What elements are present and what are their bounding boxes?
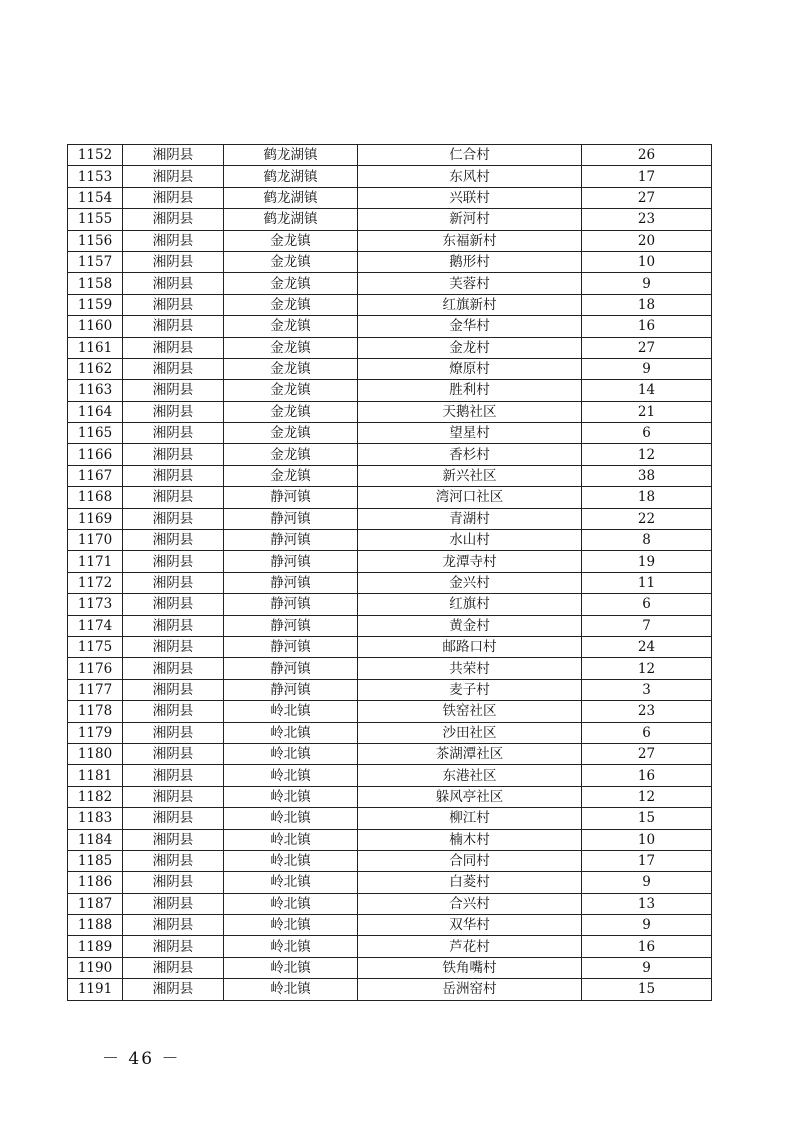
town-cell: 岭北镇	[224, 915, 358, 936]
county-cell: 湘阴县	[123, 294, 224, 315]
count-cell: 9	[582, 915, 712, 936]
county-cell: 湘阴县	[123, 316, 224, 337]
count-cell: 12	[582, 786, 712, 807]
row-number-cell: 1163	[68, 380, 123, 401]
row-number-cell: 1191	[68, 979, 123, 1000]
town-cell: 岭北镇	[224, 829, 358, 850]
town-cell: 静河镇	[224, 658, 358, 679]
village-cell: 燎原村	[358, 358, 582, 379]
county-cell: 湘阴县	[123, 273, 224, 294]
table-row	[68, 829, 712, 850]
table-row	[68, 145, 712, 166]
village-cell: 金兴村	[358, 572, 582, 593]
county-cell: 湘阴县	[123, 187, 224, 208]
town-cell: 岭北镇	[224, 743, 358, 764]
row-number-cell: 1187	[68, 893, 123, 914]
count-cell: 9	[582, 273, 712, 294]
county-cell: 湘阴县	[123, 829, 224, 850]
count-cell: 27	[582, 187, 712, 208]
row-number-cell: 1178	[68, 701, 123, 722]
table-row	[68, 316, 712, 337]
village-cell: 红旗村	[358, 594, 582, 615]
row-number-cell: 1157	[68, 251, 123, 272]
table-body	[68, 145, 712, 1001]
town-cell: 岭北镇	[224, 701, 358, 722]
count-cell: 9	[582, 872, 712, 893]
row-number-cell: 1190	[68, 957, 123, 978]
town-cell: 金龙镇	[224, 423, 358, 444]
town-cell: 岭北镇	[224, 893, 358, 914]
count-cell: 27	[582, 337, 712, 358]
village-cell: 水山村	[358, 530, 582, 551]
count-cell: 22	[582, 508, 712, 529]
town-cell: 静河镇	[224, 615, 358, 636]
village-cell: 躲风亭社区	[358, 786, 582, 807]
village-cell: 湾河口社区	[358, 487, 582, 508]
row-number-cell: 1181	[68, 765, 123, 786]
count-cell: 7	[582, 615, 712, 636]
village-cell: 黄金村	[358, 615, 582, 636]
count-cell: 17	[582, 166, 712, 187]
table-row	[68, 294, 712, 315]
count-cell: 27	[582, 743, 712, 764]
row-number-cell: 1182	[68, 786, 123, 807]
town-cell: 静河镇	[224, 551, 358, 572]
row-number-cell: 1158	[68, 273, 123, 294]
row-number-cell: 1170	[68, 530, 123, 551]
count-cell: 15	[582, 808, 712, 829]
table-row	[68, 615, 712, 636]
town-cell: 鹤龙湖镇	[224, 166, 358, 187]
village-cell: 茶湖潭社区	[358, 743, 582, 764]
county-cell: 湘阴县	[123, 786, 224, 807]
row-number-cell: 1176	[68, 658, 123, 679]
town-cell: 金龙镇	[224, 230, 358, 251]
table-row	[68, 850, 712, 871]
village-cell: 青湖村	[358, 508, 582, 529]
village-cell: 东港社区	[358, 765, 582, 786]
row-number-cell: 1165	[68, 423, 123, 444]
county-cell: 湘阴县	[123, 615, 224, 636]
table-row	[68, 337, 712, 358]
row-number-cell: 1174	[68, 615, 123, 636]
town-cell: 岭北镇	[224, 872, 358, 893]
town-cell: 金龙镇	[224, 273, 358, 294]
table-row	[68, 465, 712, 486]
county-cell: 湘阴县	[123, 936, 224, 957]
row-number-cell: 1152	[68, 145, 123, 166]
count-cell: 13	[582, 893, 712, 914]
county-cell: 湘阴县	[123, 808, 224, 829]
county-cell: 湘阴县	[123, 358, 224, 379]
town-cell: 岭北镇	[224, 808, 358, 829]
county-cell: 湘阴县	[123, 743, 224, 764]
county-cell: 湘阴县	[123, 380, 224, 401]
row-number-cell: 1173	[68, 594, 123, 615]
county-cell: 湘阴县	[123, 979, 224, 1000]
town-cell: 金龙镇	[224, 337, 358, 358]
table-row	[68, 530, 712, 551]
village-cell: 合同村	[358, 850, 582, 871]
count-cell: 26	[582, 145, 712, 166]
town-cell: 岭北镇	[224, 936, 358, 957]
table-row	[68, 551, 712, 572]
county-cell: 湘阴县	[123, 636, 224, 657]
row-number-cell: 1188	[68, 915, 123, 936]
table-row	[68, 444, 712, 465]
village-cell: 芙蓉村	[358, 273, 582, 294]
table-row	[68, 636, 712, 657]
village-cell: 岳洲窑村	[358, 979, 582, 1000]
village-cell: 双华村	[358, 915, 582, 936]
village-cell: 邮路口村	[358, 636, 582, 657]
table-row	[68, 872, 712, 893]
count-cell: 11	[582, 572, 712, 593]
row-number-cell: 1175	[68, 636, 123, 657]
table-row	[68, 658, 712, 679]
town-cell: 金龙镇	[224, 358, 358, 379]
village-cell: 白菱村	[358, 872, 582, 893]
town-cell: 鹤龙湖镇	[224, 209, 358, 230]
data-table	[67, 144, 712, 1001]
town-cell: 静河镇	[224, 508, 358, 529]
county-cell: 湘阴县	[123, 337, 224, 358]
table-row	[68, 979, 712, 1000]
village-cell: 楠木村	[358, 829, 582, 850]
county-cell: 湘阴县	[123, 401, 224, 422]
count-cell: 20	[582, 230, 712, 251]
town-cell: 鹤龙湖镇	[224, 145, 358, 166]
table-row	[68, 166, 712, 187]
count-cell: 10	[582, 251, 712, 272]
county-cell: 湘阴县	[123, 872, 224, 893]
county-cell: 湘阴县	[123, 530, 224, 551]
count-cell: 16	[582, 316, 712, 337]
count-cell: 12	[582, 658, 712, 679]
town-cell: 金龙镇	[224, 465, 358, 486]
village-cell: 天鹅社区	[358, 401, 582, 422]
town-cell: 静河镇	[224, 594, 358, 615]
count-cell: 16	[582, 936, 712, 957]
table-row	[68, 572, 712, 593]
town-cell: 静河镇	[224, 679, 358, 700]
count-cell: 24	[582, 636, 712, 657]
village-cell: 铁角嘴村	[358, 957, 582, 978]
county-cell: 湘阴县	[123, 551, 224, 572]
table-row	[68, 743, 712, 764]
town-cell: 金龙镇	[224, 444, 358, 465]
village-cell: 东福新村	[358, 230, 582, 251]
table-row	[68, 230, 712, 251]
count-cell: 6	[582, 722, 712, 743]
data-table-container	[67, 144, 711, 1001]
table-row	[68, 765, 712, 786]
town-cell: 静河镇	[224, 530, 358, 551]
row-number-cell: 1185	[68, 850, 123, 871]
county-cell: 湘阴县	[123, 701, 224, 722]
row-number-cell: 1189	[68, 936, 123, 957]
county-cell: 湘阴县	[123, 572, 224, 593]
village-cell: 香杉村	[358, 444, 582, 465]
table-row	[68, 251, 712, 272]
town-cell: 岭北镇	[224, 722, 358, 743]
row-number-cell: 1179	[68, 722, 123, 743]
county-cell: 湘阴县	[123, 957, 224, 978]
table-row	[68, 893, 712, 914]
count-cell: 17	[582, 850, 712, 871]
county-cell: 湘阴县	[123, 658, 224, 679]
table-row	[68, 187, 712, 208]
village-cell: 新河村	[358, 209, 582, 230]
village-cell: 望星村	[358, 423, 582, 444]
table-row	[68, 273, 712, 294]
row-number-cell: 1172	[68, 572, 123, 593]
table-row	[68, 209, 712, 230]
table-row	[68, 786, 712, 807]
count-cell: 10	[582, 829, 712, 850]
table-row	[68, 936, 712, 957]
count-cell: 14	[582, 380, 712, 401]
count-cell: 3	[582, 679, 712, 700]
county-cell: 湘阴县	[123, 487, 224, 508]
row-number-cell: 1160	[68, 316, 123, 337]
village-cell: 新兴社区	[358, 465, 582, 486]
village-cell: 东风村	[358, 166, 582, 187]
row-number-cell: 1171	[68, 551, 123, 572]
village-cell: 兴联村	[358, 187, 582, 208]
town-cell: 静河镇	[224, 636, 358, 657]
town-cell: 静河镇	[224, 487, 358, 508]
village-cell: 金华村	[358, 316, 582, 337]
village-cell: 合兴村	[358, 893, 582, 914]
table-row	[68, 508, 712, 529]
county-cell: 湘阴县	[123, 893, 224, 914]
count-cell: 6	[582, 594, 712, 615]
count-cell: 6	[582, 423, 712, 444]
town-cell: 金龙镇	[224, 316, 358, 337]
table-row	[68, 401, 712, 422]
town-cell: 鹤龙湖镇	[224, 187, 358, 208]
table-row	[68, 957, 712, 978]
row-number-cell: 1169	[68, 508, 123, 529]
village-cell: 麦子村	[358, 679, 582, 700]
town-cell: 金龙镇	[224, 251, 358, 272]
count-cell: 21	[582, 401, 712, 422]
row-number-cell: 1167	[68, 465, 123, 486]
count-cell: 9	[582, 358, 712, 379]
village-cell: 龙潭寺村	[358, 551, 582, 572]
village-cell: 柳江村	[358, 808, 582, 829]
table-row	[68, 722, 712, 743]
county-cell: 湘阴县	[123, 166, 224, 187]
count-cell: 8	[582, 530, 712, 551]
count-cell: 18	[582, 487, 712, 508]
table-row	[68, 808, 712, 829]
row-number-cell: 1177	[68, 679, 123, 700]
row-number-cell: 1186	[68, 872, 123, 893]
county-cell: 湘阴县	[123, 230, 224, 251]
row-number-cell: 1153	[68, 166, 123, 187]
count-cell: 38	[582, 465, 712, 486]
county-cell: 湘阴县	[123, 145, 224, 166]
county-cell: 湘阴县	[123, 465, 224, 486]
table-row	[68, 358, 712, 379]
county-cell: 湘阴县	[123, 850, 224, 871]
county-cell: 湘阴县	[123, 508, 224, 529]
row-number-cell: 1180	[68, 743, 123, 764]
row-number-cell: 1166	[68, 444, 123, 465]
village-cell: 胜利村	[358, 380, 582, 401]
count-cell: 19	[582, 551, 712, 572]
town-cell: 岭北镇	[224, 979, 358, 1000]
county-cell: 湘阴县	[123, 594, 224, 615]
table-row	[68, 380, 712, 401]
count-cell: 18	[582, 294, 712, 315]
count-cell: 16	[582, 765, 712, 786]
row-number-cell: 1156	[68, 230, 123, 251]
town-cell: 金龙镇	[224, 294, 358, 315]
town-cell: 岭北镇	[224, 957, 358, 978]
town-cell: 金龙镇	[224, 380, 358, 401]
village-cell: 鹅形村	[358, 251, 582, 272]
count-cell: 23	[582, 209, 712, 230]
county-cell: 湘阴县	[123, 423, 224, 444]
county-cell: 湘阴县	[123, 679, 224, 700]
village-cell: 芦花村	[358, 936, 582, 957]
village-cell: 铁窑社区	[358, 701, 582, 722]
table-row	[68, 594, 712, 615]
row-number-cell: 1154	[68, 187, 123, 208]
row-number-cell: 1159	[68, 294, 123, 315]
table-row	[68, 423, 712, 444]
table-row	[68, 915, 712, 936]
row-number-cell: 1184	[68, 829, 123, 850]
village-cell: 沙田社区	[358, 722, 582, 743]
town-cell: 岭北镇	[224, 850, 358, 871]
county-cell: 湘阴县	[123, 251, 224, 272]
town-cell: 岭北镇	[224, 765, 358, 786]
town-cell: 岭北镇	[224, 786, 358, 807]
page-number: － 46 －	[102, 1049, 181, 1069]
village-cell: 仁合村	[358, 145, 582, 166]
county-cell: 湘阴县	[123, 722, 224, 743]
county-cell: 湘阴县	[123, 915, 224, 936]
row-number-cell: 1183	[68, 808, 123, 829]
row-number-cell: 1161	[68, 337, 123, 358]
row-number-cell: 1164	[68, 401, 123, 422]
table-row	[68, 679, 712, 700]
row-number-cell: 1168	[68, 487, 123, 508]
row-number-cell: 1162	[68, 358, 123, 379]
row-number-cell: 1155	[68, 209, 123, 230]
town-cell: 金龙镇	[224, 401, 358, 422]
county-cell: 湘阴县	[123, 444, 224, 465]
village-cell: 金龙村	[358, 337, 582, 358]
village-cell: 共荣村	[358, 658, 582, 679]
county-cell: 湘阴县	[123, 209, 224, 230]
count-cell: 9	[582, 957, 712, 978]
table-row	[68, 487, 712, 508]
village-cell: 红旗新村	[358, 294, 582, 315]
count-cell: 12	[582, 444, 712, 465]
count-cell: 15	[582, 979, 712, 1000]
county-cell: 湘阴县	[123, 765, 224, 786]
table-row	[68, 701, 712, 722]
town-cell: 静河镇	[224, 572, 358, 593]
count-cell: 23	[582, 701, 712, 722]
